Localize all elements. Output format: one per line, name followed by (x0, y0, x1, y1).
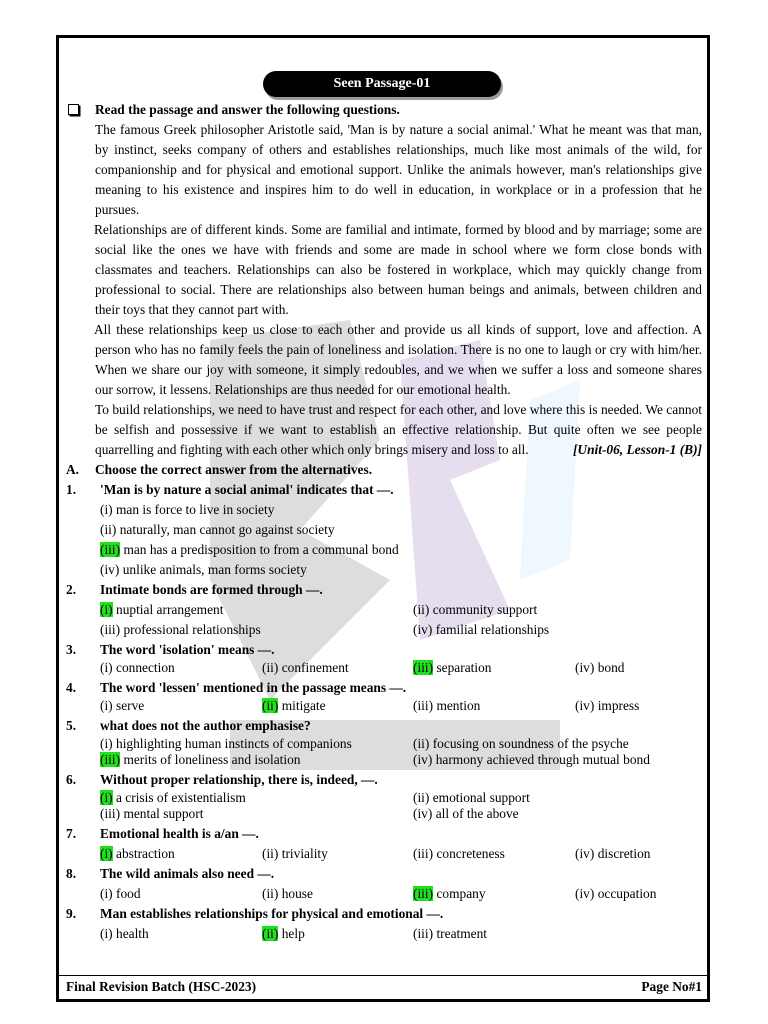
question-text: Emotional health is a/an ––. (100, 826, 259, 841)
answer-option[interactable] (100, 844, 262, 864)
answer-option[interactable] (100, 752, 413, 768)
question-1 (66, 480, 702, 500)
question-4 (66, 678, 702, 698)
question-text: The word 'lessen' mentioned in the passage means ––. (100, 680, 407, 695)
option-mark: (i) (100, 502, 113, 517)
answer-option[interactable] (262, 884, 413, 904)
question-text: what does not the author emphasise? (100, 718, 311, 733)
answer-option[interactable] (413, 660, 575, 676)
options-group (100, 500, 702, 580)
answer-option[interactable] (262, 924, 413, 944)
option-text: familial relationships (435, 622, 550, 637)
option-mark-highlighted: (iii) (100, 752, 121, 767)
option-mark-highlighted: (i) (100, 602, 113, 617)
instruction-line (66, 100, 702, 120)
answer-option[interactable] (100, 924, 262, 944)
option-mark: (iii) (413, 926, 434, 941)
option-text: man has a predisposition to from a communal bond (123, 542, 399, 557)
question-number: 7. (66, 826, 77, 841)
options-group (100, 698, 702, 714)
options-group (100, 736, 702, 768)
option-text: concreteness (436, 846, 505, 861)
option-text: food (116, 886, 141, 901)
option-text: connection (116, 660, 175, 675)
instruction-text: Read the passage and answer the following questions. (95, 102, 400, 117)
option-mark: (i) (100, 926, 113, 941)
option-text: separation (436, 660, 492, 675)
option-mark-highlighted: (i) (100, 790, 113, 805)
option-mark: (iii) (100, 806, 121, 821)
option-text: serve (116, 698, 145, 713)
answer-option[interactable] (262, 844, 413, 864)
answer-option[interactable] (413, 620, 702, 640)
footer (66, 979, 702, 995)
option-text: professional relationships (123, 622, 261, 637)
option-text: harmony achieved through mutual bond (435, 752, 650, 767)
option-mark: (i) (100, 736, 113, 751)
option-mark-highlighted: (iii) (413, 886, 434, 901)
question-number: 5. (66, 718, 77, 733)
answer-option[interactable] (100, 698, 262, 714)
option-text: triviality (281, 846, 328, 861)
answer-option[interactable] (100, 790, 413, 806)
option-mark-highlighted: (ii) (262, 698, 279, 713)
option-mark: (iv) (100, 562, 120, 577)
options-group (100, 924, 702, 944)
option-mark: (iv) (575, 698, 595, 713)
section-a-heading (66, 460, 702, 480)
option-text: nuptial arrangement (116, 602, 224, 617)
option-mark: (ii) (100, 522, 117, 537)
answer-option[interactable] (575, 844, 702, 864)
passage-reference: [Unit-06, Lesson-1 (B)] (572, 442, 702, 457)
passage-paragraph-3: All these relationships keep us close to each other and provide us all kinds of support, love and affection. A person who has no family feels the pain of loneliness and isolation. There is no one to laugh or cry with him/her. When we share our joy with someone, it simply redoubles, and we when we suffer a loss and someone shares our sorrow, it lessens. Relationships are thus needed for our emotional health. (94, 322, 702, 397)
option-mark-highlighted: (ii) (262, 926, 279, 941)
answer-option[interactable] (575, 660, 702, 676)
question-number: 8. (66, 866, 77, 881)
answer-option[interactable] (413, 752, 702, 768)
question-text: The wild animals also need ––. (100, 866, 275, 881)
option-text: confinement (281, 660, 349, 675)
answer-option[interactable] (100, 500, 702, 520)
option-text: company (436, 886, 486, 901)
option-text: a crisis of existentialism (116, 790, 246, 805)
answer-option[interactable] (262, 660, 413, 676)
option-text: mention (436, 698, 481, 713)
option-mark: (i) (100, 886, 113, 901)
answer-option[interactable] (413, 924, 575, 944)
option-text: community support (432, 602, 538, 617)
option-mark: (ii) (262, 886, 279, 901)
options-group (100, 660, 702, 676)
answer-option[interactable] (100, 560, 702, 580)
option-text: help (281, 926, 305, 941)
section-a-label: A. (66, 462, 80, 477)
answer-option[interactable] (575, 698, 702, 714)
passage-paragraph-2: Relationships are of different kinds. Some are familial and intimate, formed by blood and by marriage; some are social like the ones we have with friends and some are made in school where we form close bonds with classmates and teachers. Relationships can also be fostered in workplace, which may quickly change from professional to social. There are relationships also between human beings and animals, between children and their toys that they cannot part with. (94, 222, 702, 317)
option-mark: (i) (100, 660, 113, 675)
question-number: 2. (66, 582, 77, 597)
option-text: naturally, man cannot go against society (119, 522, 335, 537)
option-text: merits of loneliness and isolation (123, 752, 301, 767)
answer-option[interactable] (413, 736, 702, 752)
question-2 (66, 580, 702, 600)
option-text: focusing on soundness of the psyche (432, 736, 629, 751)
question-list (66, 480, 702, 944)
options-group (100, 884, 702, 904)
page-content (66, 100, 702, 944)
option-text: treatment (436, 926, 488, 941)
answer-option[interactable] (262, 698, 413, 714)
option-mark: (i) (100, 698, 113, 713)
option-mark: (iv) (413, 752, 433, 767)
option-text: all of the above (435, 806, 519, 821)
option-mark: (ii) (262, 846, 279, 861)
answer-option[interactable] (100, 520, 702, 540)
option-mark: (iv) (413, 806, 433, 821)
question-text: Without proper relationship, there is, indeed, ––. (100, 772, 378, 787)
answer-option[interactable] (413, 698, 575, 714)
option-mark: (iv) (575, 846, 595, 861)
option-mark: (iii) (413, 698, 434, 713)
option-text: occupation (597, 886, 657, 901)
options-group (100, 600, 702, 640)
question-5 (66, 716, 702, 736)
answer-option[interactable] (100, 540, 702, 560)
question-text: Man establishes relationships for physical and emotional ––. (100, 906, 444, 921)
question-number: 9. (66, 906, 77, 921)
option-text: impress (597, 698, 640, 713)
option-text: mitigate (281, 698, 326, 713)
option-text: discretion (597, 846, 651, 861)
answer-option[interactable] (413, 600, 702, 620)
answer-option[interactable] (100, 884, 262, 904)
option-mark: (ii) (413, 736, 430, 751)
answer-option[interactable] (413, 884, 575, 904)
passage-paragraph-1: The famous Greek philosopher Aristotle said, 'Man is by nature a social animal.' What he meant was that man, by instinct, seeks company of others and establishes relationships, much like most animals of the wild, for companionship and for physical and emotional support. Unlike the animals however, man's relationships give meaning to his existence and inspires him to do well in education, in workplace or in a profession that he pursues. (95, 122, 702, 217)
option-mark: (iv) (413, 622, 433, 637)
answer-option[interactable] (575, 884, 702, 904)
footer-page-number: Page No#1 (641, 979, 702, 994)
question-7 (66, 824, 702, 844)
option-mark: (iv) (575, 886, 595, 901)
question-9 (66, 904, 702, 924)
checkbox-bullet-icon (68, 104, 79, 115)
option-text: house (281, 886, 313, 901)
option-mark: (iii) (100, 622, 121, 637)
question-3 (66, 640, 702, 660)
option-mark: (iv) (575, 660, 595, 675)
answer-option[interactable] (100, 806, 413, 822)
option-mark-highlighted: (iii) (413, 660, 434, 675)
question-number: 4. (66, 680, 77, 695)
question-number: 3. (66, 642, 77, 657)
answer-option[interactable] (413, 806, 702, 822)
option-text: bond (597, 660, 625, 675)
answer-option[interactable] (100, 620, 413, 640)
option-mark: (ii) (262, 660, 279, 675)
option-mark: (ii) (413, 602, 430, 617)
option-mark-highlighted: (i) (100, 846, 113, 861)
option-text: man is force to live in society (116, 502, 275, 517)
question-8 (66, 864, 702, 884)
footer-rule (59, 975, 707, 976)
option-text: highlighting human instincts of companions (116, 736, 352, 751)
answer-option[interactable] (100, 600, 413, 620)
option-mark: (ii) (413, 790, 430, 805)
answer-option[interactable] (100, 736, 413, 752)
options-group (100, 844, 702, 864)
question-text: 'Man is by nature a social animal' indicates that ––. (100, 482, 394, 497)
question-text: The word 'isolation' means ––. (100, 642, 275, 657)
option-text: health (116, 926, 149, 941)
option-mark: (iii) (413, 846, 434, 861)
options-group (100, 790, 702, 822)
question-text: Intimate bonds are formed through ––. (100, 582, 323, 597)
option-text: abstraction (116, 846, 175, 861)
answer-option[interactable] (413, 790, 702, 806)
option-text: emotional support (432, 790, 530, 805)
section-title: Seen Passage-01 (263, 71, 501, 97)
option-mark-highlighted: (iii) (100, 542, 121, 557)
answer-option[interactable] (413, 844, 575, 864)
section-a-text: Choose the correct answer from the alternatives. (95, 462, 373, 477)
footer-batch-label: Final Revision Batch (HSC-2023) (66, 979, 257, 994)
question-number: 1. (66, 482, 77, 497)
answer-option[interactable] (100, 660, 262, 676)
option-text: unlike animals, man forms society (122, 562, 307, 577)
question-number: 6. (66, 772, 77, 787)
passage-paragraph-4: To build relationships, we need to have trust and respect for each other, and love where this is needed. We cannot be selfish and possessive if we want to establish an effective relationship. But quite often we see people quarrelling and fighting with each other which only brings misery and loss to all. (95, 402, 702, 457)
option-text: mental support (123, 806, 204, 821)
question-6 (66, 770, 702, 790)
